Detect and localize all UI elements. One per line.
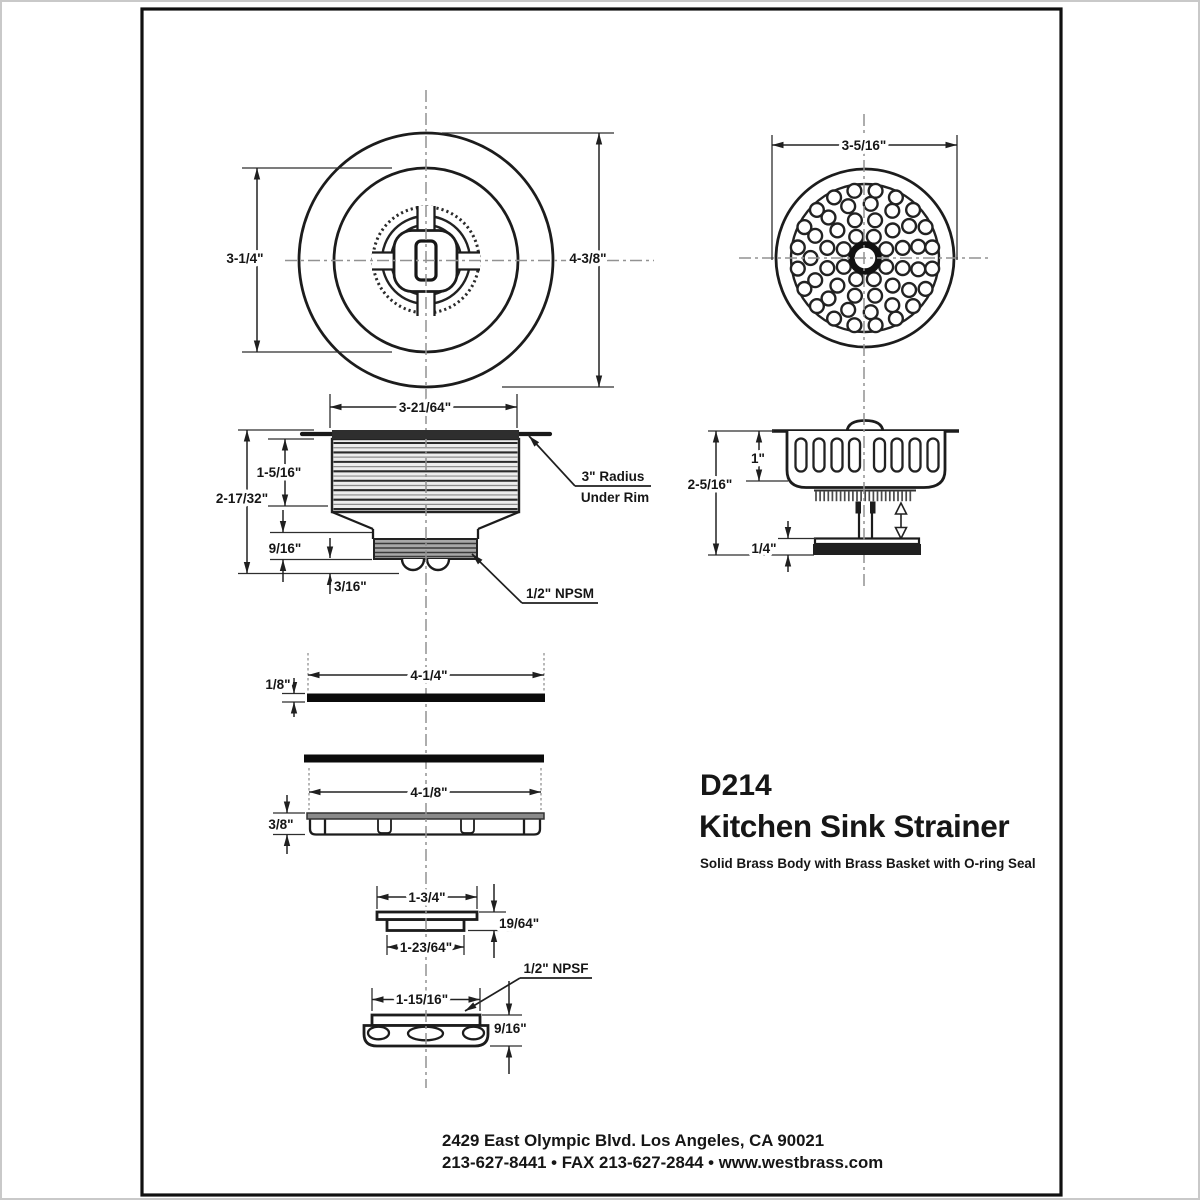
dim-basket-total-height: 2-5/16" — [687, 477, 733, 492]
dim-top-outer-diameter: 4-3/8" — [569, 251, 607, 266]
dim-nut-height: 9/16" — [494, 1021, 527, 1036]
footer-address: 2429 East Olympic Blvd. Los Angeles, CA 90021 — [442, 1131, 825, 1150]
basket-side-view — [772, 421, 959, 545]
dim-body-upper-height: 1-5/16" — [256, 465, 302, 480]
label-body-thread: 1/2" NPSM — [526, 586, 594, 601]
flange-side-view — [377, 912, 477, 931]
label-nut-thread: 1/2" NPSF — [523, 961, 589, 976]
dim-washer-thickness: 1/8" — [265, 677, 291, 692]
footer-contact: 213-627-8441 • FAX 213-627-2844 • www.westbrass.com — [442, 1153, 884, 1172]
stopper-plate — [813, 544, 921, 555]
dim-thread-length: 9/16" — [268, 541, 302, 556]
footer — [442, 1131, 883, 1172]
title-block — [699, 769, 1036, 871]
body-side-view — [302, 434, 550, 570]
dim-body-width: 3-21/64" — [398, 400, 452, 415]
travel-arrow — [896, 503, 907, 539]
label-radius-line2: Under Rim — [580, 490, 650, 505]
dim-washer-diameter: 4-1/4" — [410, 668, 448, 683]
sheet-border — [142, 9, 1061, 1195]
label-radius-line1: 3" Radius — [581, 469, 645, 484]
serrated-seal — [816, 491, 910, 501]
dim-body-total-height: 2-17/32" — [215, 491, 269, 506]
body-rim-bar — [332, 430, 519, 439]
dim-plate-thickness: 1/4" — [751, 541, 777, 556]
stopper-plate-top — [815, 539, 919, 545]
dim-basket-depth: 1" — [751, 451, 765, 466]
dim-friction-washer-diameter: 4-1/8" — [410, 785, 448, 800]
rubber-washer — [307, 694, 545, 703]
dim-lug-height: 3/16" — [334, 579, 367, 594]
product-name: Kitchen Sink Strainer — [699, 808, 1010, 844]
rubber-washer-2 — [304, 755, 544, 763]
dim-basket-diameter: 3-5/16" — [841, 138, 887, 153]
dim-friction-washer-height: 3/8" — [268, 817, 294, 832]
flange-plate — [377, 912, 477, 920]
nut-wing-left — [368, 1027, 389, 1040]
dim-nut-diameter: 1-15/16" — [395, 992, 449, 1007]
product-model: D214 — [700, 769, 772, 802]
nut-wing-right — [463, 1027, 484, 1040]
dim-top-rim-diameter: 3-1/4" — [226, 251, 264, 266]
product-description: Solid Brass Body with Brass Basket with O-ring Seal — [700, 856, 1036, 871]
technical-drawing — [2, 2, 1200, 1202]
dim-flange-diameter: 1-3/4" — [408, 890, 446, 905]
dim-flange-hub-diameter: 1-23/64" — [399, 940, 453, 955]
dim-flange-height: 19/64" — [499, 916, 540, 931]
